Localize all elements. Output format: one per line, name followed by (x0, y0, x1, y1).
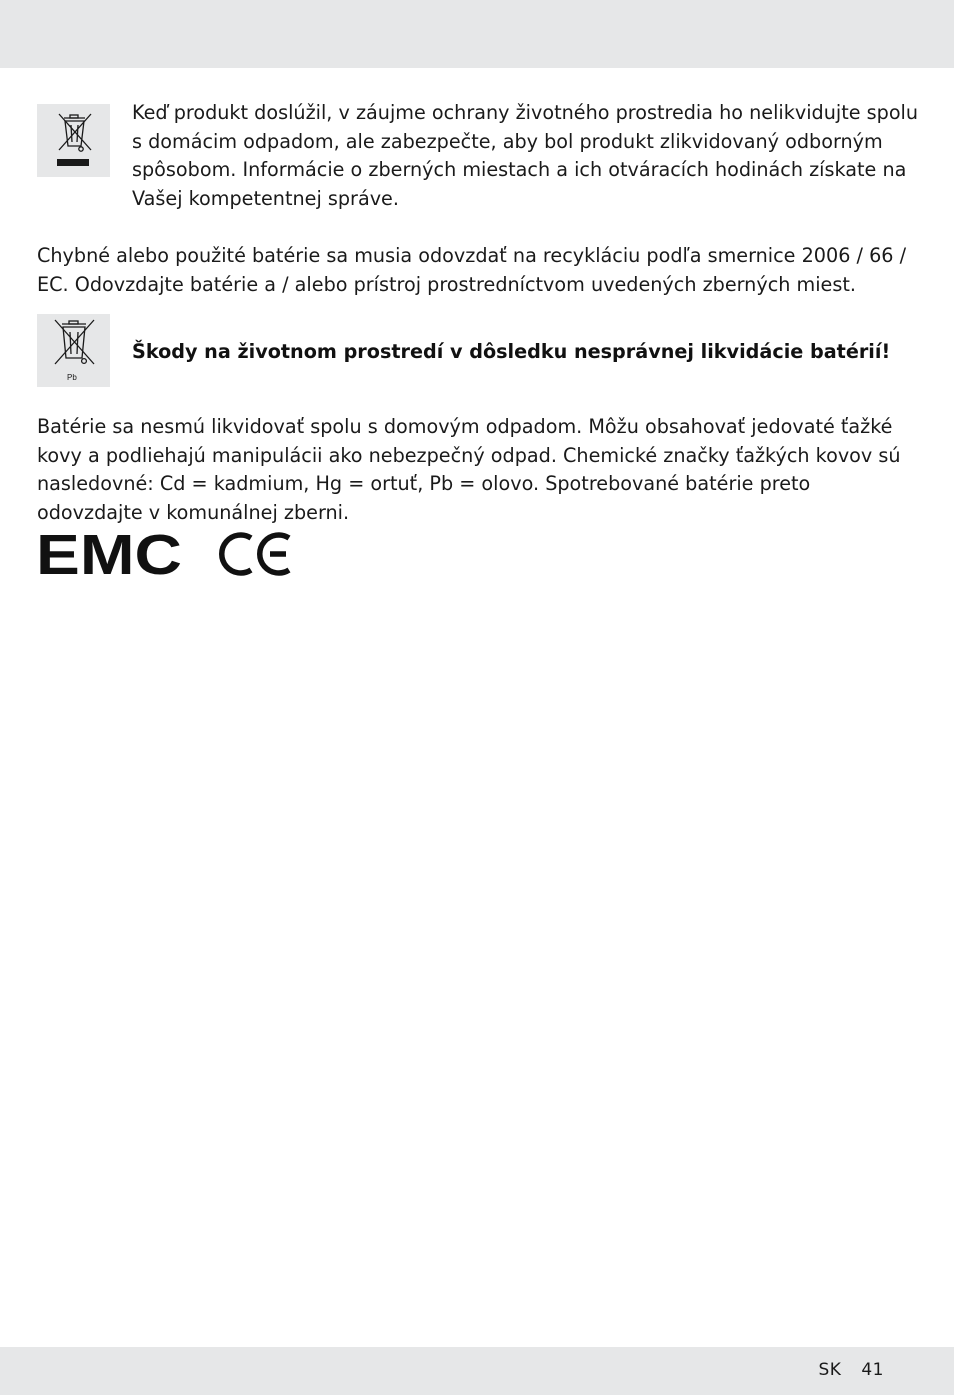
battery-return-text: Chybné alebo použité batérie sa musia odovzdať na recykláciu podľa smernice 2006 / 66 / EC. Odovzdajte batérie a / alebo prístroj prostredníctvom uvedených zberných miest. (37, 244, 907, 296)
certification-marks (36, 530, 306, 584)
emc-mark: EMC (36, 530, 182, 580)
footer-band (0, 1347, 954, 1395)
page-footer (819, 1360, 885, 1380)
page-number: 41 (861, 1360, 884, 1380)
crossed-bin-pb-icon (37, 314, 110, 387)
battery-warning-heading: Škody na životnom prostredí v dôsledku nesprávnej likvidácie batérií! (132, 340, 891, 363)
battery-bin-icon-box (37, 314, 110, 387)
weee-bin-icon-box (37, 104, 110, 177)
ce-mark (222, 535, 289, 573)
header-band (0, 0, 954, 68)
language-code: SK (818, 1360, 842, 1380)
disposal-text: Keď produkt doslúžil, v záujme ochrany životného prostredia ho nelikvidujte spolu s domácim odpadom, ale zabezpečte, aby bol produkt zlikvidovaný odborným spôsobom. Informácie o zberných miestach a ich otváracích hodinách získate na Vašej kompetentnej správe. (132, 101, 919, 211)
crossed-bin-icon (37, 104, 110, 177)
pb-label: Pb (67, 373, 77, 382)
battery-warning-text: Batérie sa nesmú likvidovať spolu s domovým odpadom. Môžu obsahovať jedovaté ťažké kovy a podliehajú manipulácii ako nebezpečný odpad. Chemické značky ťažkých kovov sú nasledovné: Cd = kadmium, Hg = ortuť, Pb = olovo. Spotrebované batérie preto odovzdajte v komunálnej zberni. (37, 415, 901, 525)
